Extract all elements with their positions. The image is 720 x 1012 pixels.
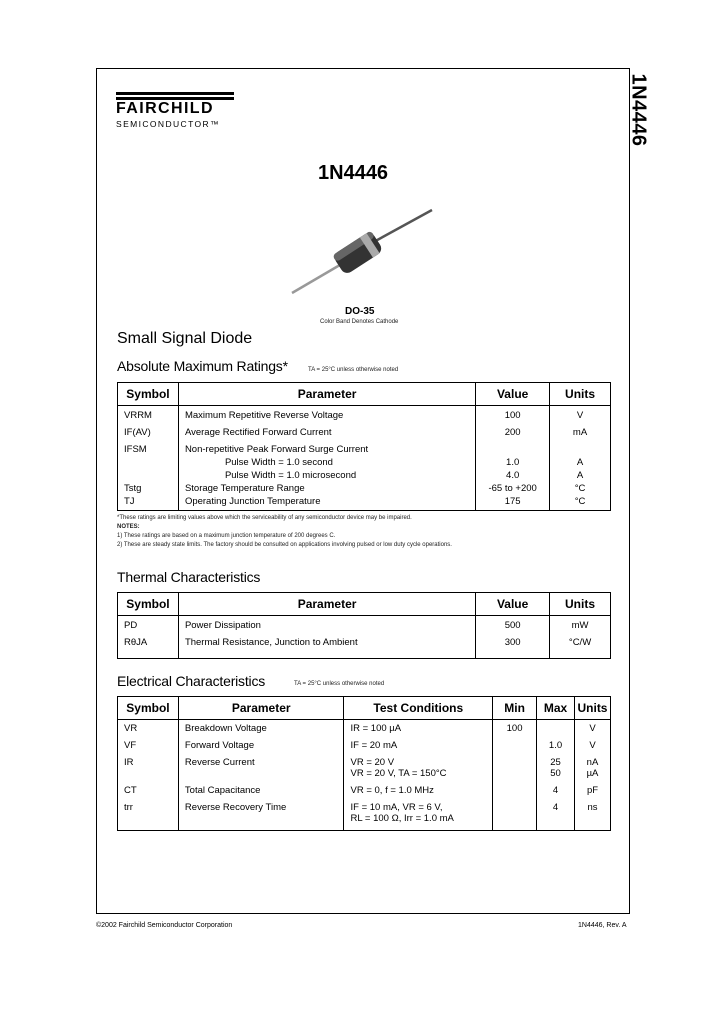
notes-label: NOTES: — [117, 524, 140, 530]
table-row — [118, 482, 611, 495]
cell-symbol: IF(AV) — [118, 422, 179, 439]
cell-parameter: Total Capacitance — [178, 780, 344, 797]
cell-units — [574, 752, 610, 780]
cell-symbol: PD — [118, 616, 179, 633]
table-row — [118, 406, 611, 423]
diode-body — [332, 230, 384, 275]
max-line: 25 — [550, 757, 561, 768]
cell-parameter: Storage Temperature Range — [178, 482, 475, 495]
cell-conditions — [344, 720, 493, 736]
cell-value: 175 — [476, 495, 550, 511]
header-symbol: Symbol — [118, 697, 179, 720]
table-row — [118, 797, 611, 831]
cell-max: 4 — [537, 797, 575, 831]
table-row — [118, 439, 611, 456]
cell-parameter: Reverse Recovery Time — [178, 797, 344, 831]
diode-package-image — [280, 200, 440, 300]
condition-line: IR = 100 µA — [350, 723, 402, 734]
cell-symbol: CT — [118, 780, 179, 797]
cell-units: A — [550, 469, 611, 482]
table-row — [118, 632, 611, 659]
cell-units: mA — [550, 422, 611, 439]
cell-symbol: VR — [118, 720, 179, 736]
cell-value: 1.0 — [476, 456, 550, 469]
header-max: Max — [537, 697, 575, 720]
header-symbol: Symbol — [118, 593, 179, 616]
cell-symbol — [118, 469, 179, 482]
footnote: *These ratings are limiting values above which the serviceability of any semiconductor device may be impaired. — [117, 515, 412, 521]
footer-revision: 1N4446, Rev. A — [578, 922, 627, 929]
condition-line: IF = 20 mA — [350, 740, 398, 751]
header-parameter: Parameter — [178, 383, 475, 406]
cell-parameter: Breakdown Voltage — [178, 720, 344, 736]
cell-parameter: Maximum Repetitive Reverse Voltage — [178, 406, 475, 423]
table-row — [118, 616, 611, 633]
table-row — [118, 780, 611, 797]
cell-units: ns — [574, 797, 610, 831]
table-row — [118, 469, 611, 482]
table-row — [118, 495, 611, 511]
cell-value: 4.0 — [476, 469, 550, 482]
abs-max-notes — [117, 514, 452, 550]
abs-max-table — [117, 382, 611, 511]
cell-parameter: Average Rectified Forward Current — [178, 422, 475, 439]
cell-units — [550, 439, 611, 456]
cell-min — [493, 797, 537, 831]
cell-units: A — [550, 456, 611, 469]
cell-value: 200 — [476, 422, 550, 439]
thermal-title: Thermal Characteristics — [117, 569, 261, 585]
cell-units: °C — [550, 482, 611, 495]
condition-line: IF = 10 mA, VR = 6 V, — [350, 802, 443, 813]
cell-min: 100 — [493, 720, 537, 736]
footer-copyright: ©2002 Fairchild Semiconductor Corporation — [96, 922, 233, 929]
cell-min — [493, 735, 537, 752]
package-note: Color Band Denotes Cathode — [320, 319, 399, 325]
condition-line: VR = 20 V — [350, 757, 395, 768]
table-header-row — [118, 697, 611, 720]
header-value: Value — [476, 383, 550, 406]
cell-symbol: TJ — [118, 495, 179, 511]
table-row — [118, 422, 611, 439]
max-line: 50 — [550, 768, 561, 779]
diode-lead-left — [292, 262, 345, 293]
cell-min — [493, 752, 537, 780]
cell-symbol: Tstg — [118, 482, 179, 495]
cell-value — [476, 439, 550, 456]
header-min: Min — [493, 697, 537, 720]
table-header-row — [118, 593, 611, 616]
cell-conditions — [344, 752, 493, 780]
cell-parameter: Thermal Resistance, Junction to Ambient — [178, 632, 475, 659]
cell-parameter: Operating Junction Temperature — [178, 495, 475, 511]
units-line: µA — [586, 768, 599, 779]
logo-bar — [116, 92, 234, 95]
header-parameter: Parameter — [178, 697, 344, 720]
cell-symbol: trr — [118, 797, 179, 831]
cell-conditions — [344, 735, 493, 752]
cell-parameter: Pulse Width = 1.0 microsecond — [178, 469, 475, 482]
part-number: 1N4446 — [318, 162, 389, 184]
cell-conditions — [344, 780, 493, 797]
table-row — [118, 720, 611, 736]
fairchild-logo — [116, 92, 246, 129]
header-value: Value — [476, 593, 550, 616]
cell-symbol: RθJA — [118, 632, 179, 659]
cell-units: V — [574, 720, 610, 736]
cell-value: 300 — [476, 632, 550, 659]
cell-value: -65 to +200 — [476, 482, 550, 495]
header-units: Units — [550, 593, 611, 616]
table-row — [118, 456, 611, 469]
cell-units: mW — [550, 616, 611, 633]
logo-subtitle: SEMICONDUCTOR™ — [116, 119, 220, 129]
cell-max — [537, 752, 575, 780]
condition-line: VR = 20 V, TA = 150°C — [350, 768, 447, 779]
electrical-title: Electrical Characteristics — [117, 673, 266, 689]
electrical-condition: TA = 25°C unless otherwise noted — [294, 681, 385, 687]
cell-units: V — [550, 406, 611, 423]
logo-name: FAIRCHILD — [116, 100, 214, 117]
condition-line: VR = 0, f = 1.0 MHz — [350, 785, 434, 796]
note-item: 2) These are steady state limits. The factory should be consulted on applications involving pulsed or low duty cycle operations. — [117, 542, 452, 548]
cell-units: pF — [574, 780, 610, 797]
cell-symbol: VF — [118, 735, 179, 752]
diode-lead-right — [370, 210, 432, 244]
cell-parameter: Pulse Width = 1.0 second — [178, 456, 475, 469]
electrical-table — [117, 696, 611, 831]
cell-max: 1.0 — [537, 735, 575, 752]
note-item: 1) These ratings are based on a maximum junction temperature of 200 degrees C. — [117, 533, 336, 539]
table-header-row — [118, 383, 611, 406]
cell-parameter: Reverse Current — [178, 752, 344, 780]
cell-min — [493, 780, 537, 797]
cell-conditions — [344, 797, 493, 831]
table-row — [118, 735, 611, 752]
thermal-table — [117, 592, 611, 659]
header-symbol: Symbol — [118, 383, 179, 406]
cell-symbol: IFSM — [118, 439, 179, 456]
device-heading: Small Signal Diode — [117, 330, 253, 347]
cell-parameter: Non-repetitive Peak Forward Surge Current — [178, 439, 475, 456]
header-test-conditions: Test Conditions — [344, 697, 493, 720]
cell-max: 4 — [537, 780, 575, 797]
cell-symbol: VRRM — [118, 406, 179, 423]
units-line: nA — [586, 757, 599, 768]
cell-units: V — [574, 735, 610, 752]
cell-parameter: Forward Voltage — [178, 735, 344, 752]
abs-max-condition: TA = 25°C unless otherwise noted — [308, 367, 399, 373]
side-title: 1N4446 — [627, 73, 650, 147]
cell-symbol: IR — [118, 752, 179, 780]
cell-max — [537, 720, 575, 736]
cell-value: 100 — [476, 406, 550, 423]
cell-units: °C/W — [550, 632, 611, 659]
header-parameter: Parameter — [178, 593, 475, 616]
cell-symbol — [118, 456, 179, 469]
cell-units: °C — [550, 495, 611, 511]
header-units: Units — [574, 697, 610, 720]
header-units: Units — [550, 383, 611, 406]
abs-max-title: Absolute Maximum Ratings* — [117, 358, 288, 374]
package-name: DO-35 — [345, 306, 375, 317]
condition-line: RL = 100 Ω, Irr = 1.0 mA — [350, 813, 454, 824]
cell-value: 500 — [476, 616, 550, 633]
cell-parameter: Power Dissipation — [178, 616, 475, 633]
table-row — [118, 752, 611, 780]
